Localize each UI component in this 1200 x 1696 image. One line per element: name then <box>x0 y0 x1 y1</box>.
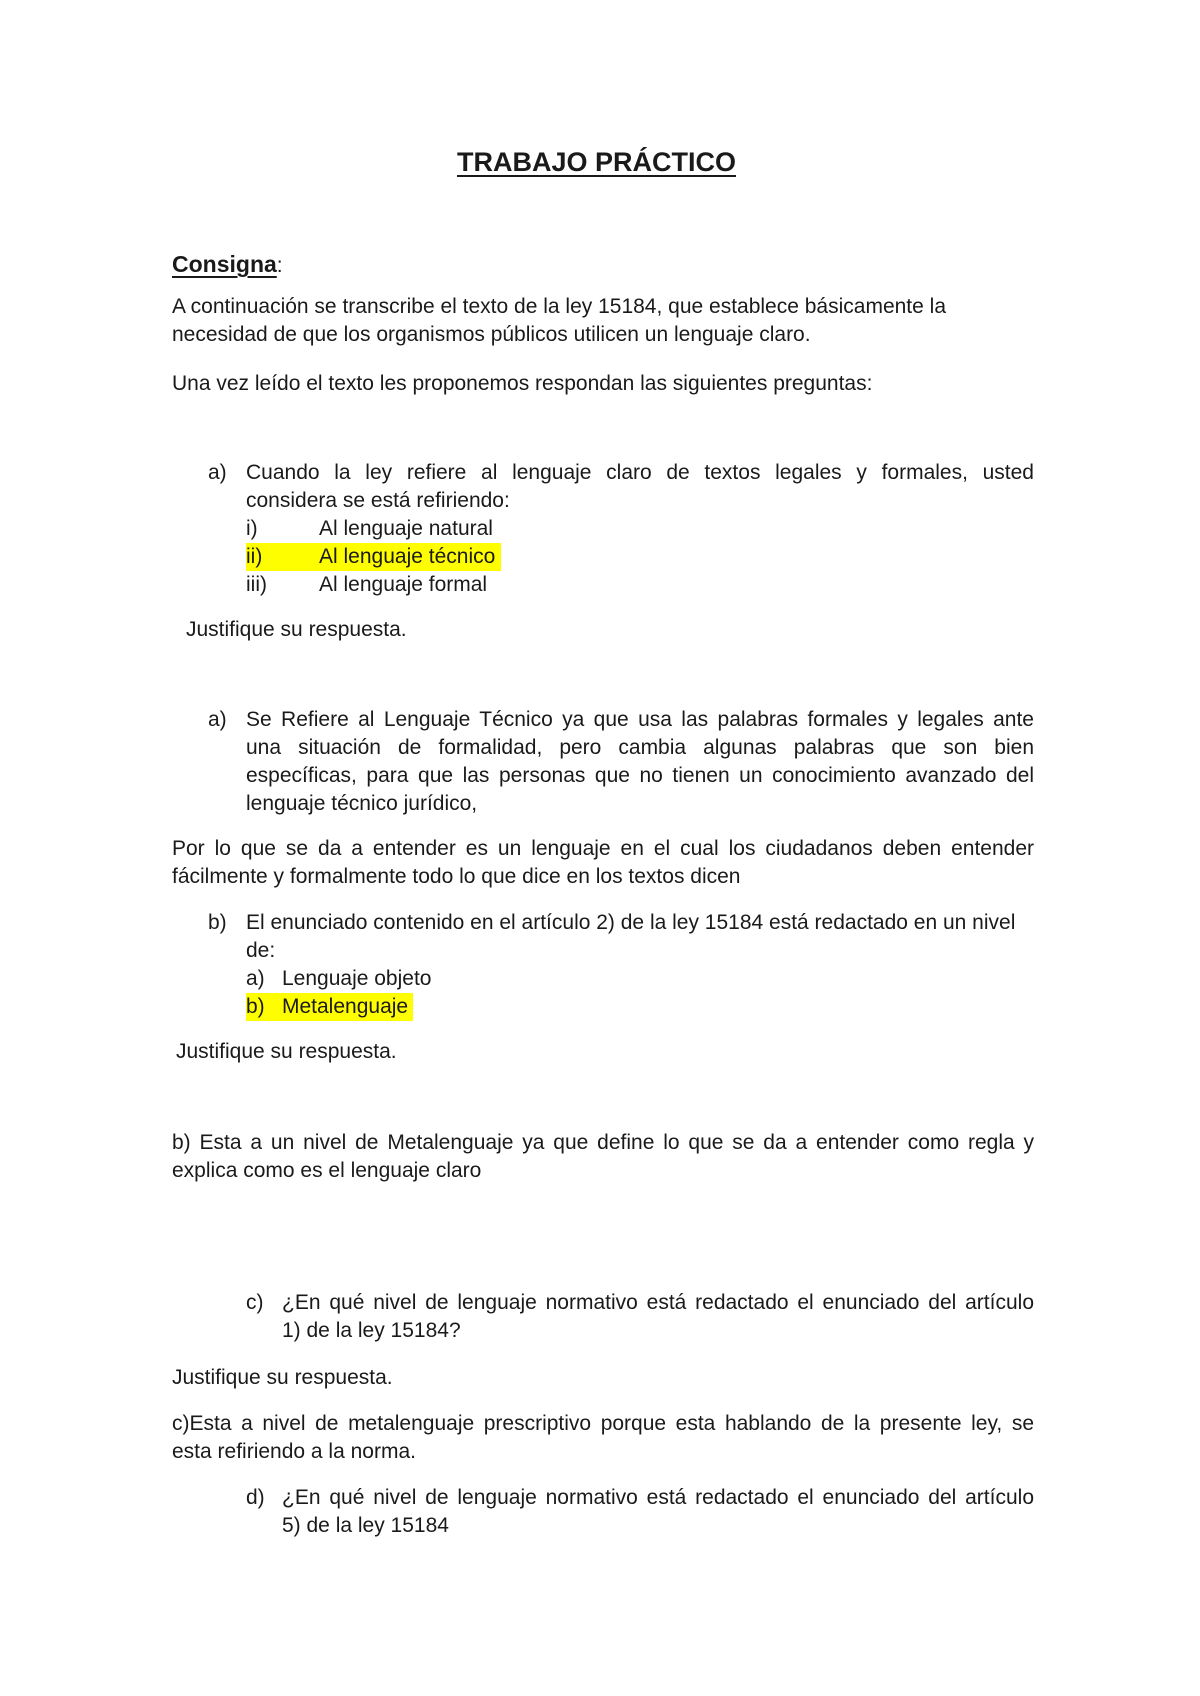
option-ii-highlight <box>246 543 501 571</box>
consigna-heading <box>172 250 283 280</box>
answer-a-marker: a) <box>208 708 227 731</box>
question-d-marker: d) <box>246 1486 265 1509</box>
question-a-marker: a) <box>208 461 227 484</box>
question-a-line-2: considera se está refiriendo: <box>246 489 510 512</box>
question-b-line-2: de: <box>246 939 276 962</box>
option-iii-text: Al lenguaje formal <box>319 573 488 596</box>
option-iii-marker: iii) <box>246 573 267 596</box>
answer-a-para-line-2: fácilmente y formalmente todo lo que dice en los textos dicen <box>172 865 741 888</box>
option-b-b-text: Metalenguaje <box>282 995 409 1018</box>
question-b-marker: b) <box>208 911 227 934</box>
option-b-b-highlight <box>246 993 413 1021</box>
intro-line-2: necesidad de que los organismos públicos utilicen un lenguaje claro. <box>172 323 811 346</box>
option-i-marker: i) <box>246 517 258 540</box>
page-title: TRABAJO PRÁCTICO <box>457 147 737 177</box>
answer-c-line-1: c)Esta a nivel de metalenguaje prescriptivo porque esta hablando de la presente ley, se <box>172 1412 1034 1435</box>
question-c-marker: c) <box>246 1291 264 1314</box>
option-i-text: Al lenguaje natural <box>319 517 493 540</box>
question-b-line-1: El enunciado contenido en el artículo 2) de la ley 15184 está redactado en un nivel <box>246 911 1016 934</box>
answer-a-line-2: una situación de formalidad, pero cambia algunas palabras que son bien <box>246 736 1034 759</box>
option-b-b-marker: b) <box>246 995 265 1018</box>
option-ii-text: Al lenguaje técnico <box>319 545 496 568</box>
answer-b-line-1: b) Esta a un nivel de Metalenguaje ya que define lo que se da a entender como regla y <box>172 1131 1034 1154</box>
consigna-label: Consigna <box>172 251 277 277</box>
intro-line-3: Una vez leído el texto les proponemos respondan las siguientes preguntas: <box>172 372 873 395</box>
question-c-justify: Justifique su respuesta. <box>172 1366 393 1389</box>
answer-a-para-line-1: Por lo que se da a entender es un lenguaje en el cual los ciudadanos deben entender <box>172 837 1034 860</box>
answer-b-line-2: explica como es el lenguaje claro <box>172 1159 482 1182</box>
answer-a-line-1: Se Refiere al Lenguaje Técnico ya que usa las palabras formales y legales ante <box>246 708 1034 731</box>
consigna-colon: : <box>276 254 283 277</box>
question-d-line-2: 5) de la ley 15184 <box>282 1514 449 1537</box>
answer-a-line-3: específicas, para que las personas que no tienen un conocimiento avanzado del <box>246 764 1034 787</box>
answer-c-line-2: esta refiriendo a la norma. <box>172 1440 416 1463</box>
question-a-justify: Justifique su respuesta. <box>186 618 407 641</box>
option-b-a-marker: a) <box>246 967 265 990</box>
question-c-line-2: 1) de la ley 15184? <box>282 1319 461 1342</box>
question-c-line-1: ¿En qué nivel de lenguaje normativo está redactado el enunciado del artículo <box>282 1291 1034 1314</box>
question-d-line-1: ¿En qué nivel de lenguaje normativo está redactado el enunciado del artículo <box>282 1486 1034 1509</box>
question-a-line-1: Cuando la ley refiere al lenguaje claro de textos legales y formales, usted <box>246 461 1034 484</box>
question-b-justify: Justifique su respuesta. <box>176 1040 397 1063</box>
option-b-a-text: Lenguaje objeto <box>282 967 432 990</box>
option-ii-marker: ii) <box>246 545 263 568</box>
answer-a-line-4: lenguaje técnico jurídico, <box>246 792 478 815</box>
intro-line-1: A continuación se transcribe el texto de la ley 15184, que establece básicamente la <box>172 295 946 318</box>
